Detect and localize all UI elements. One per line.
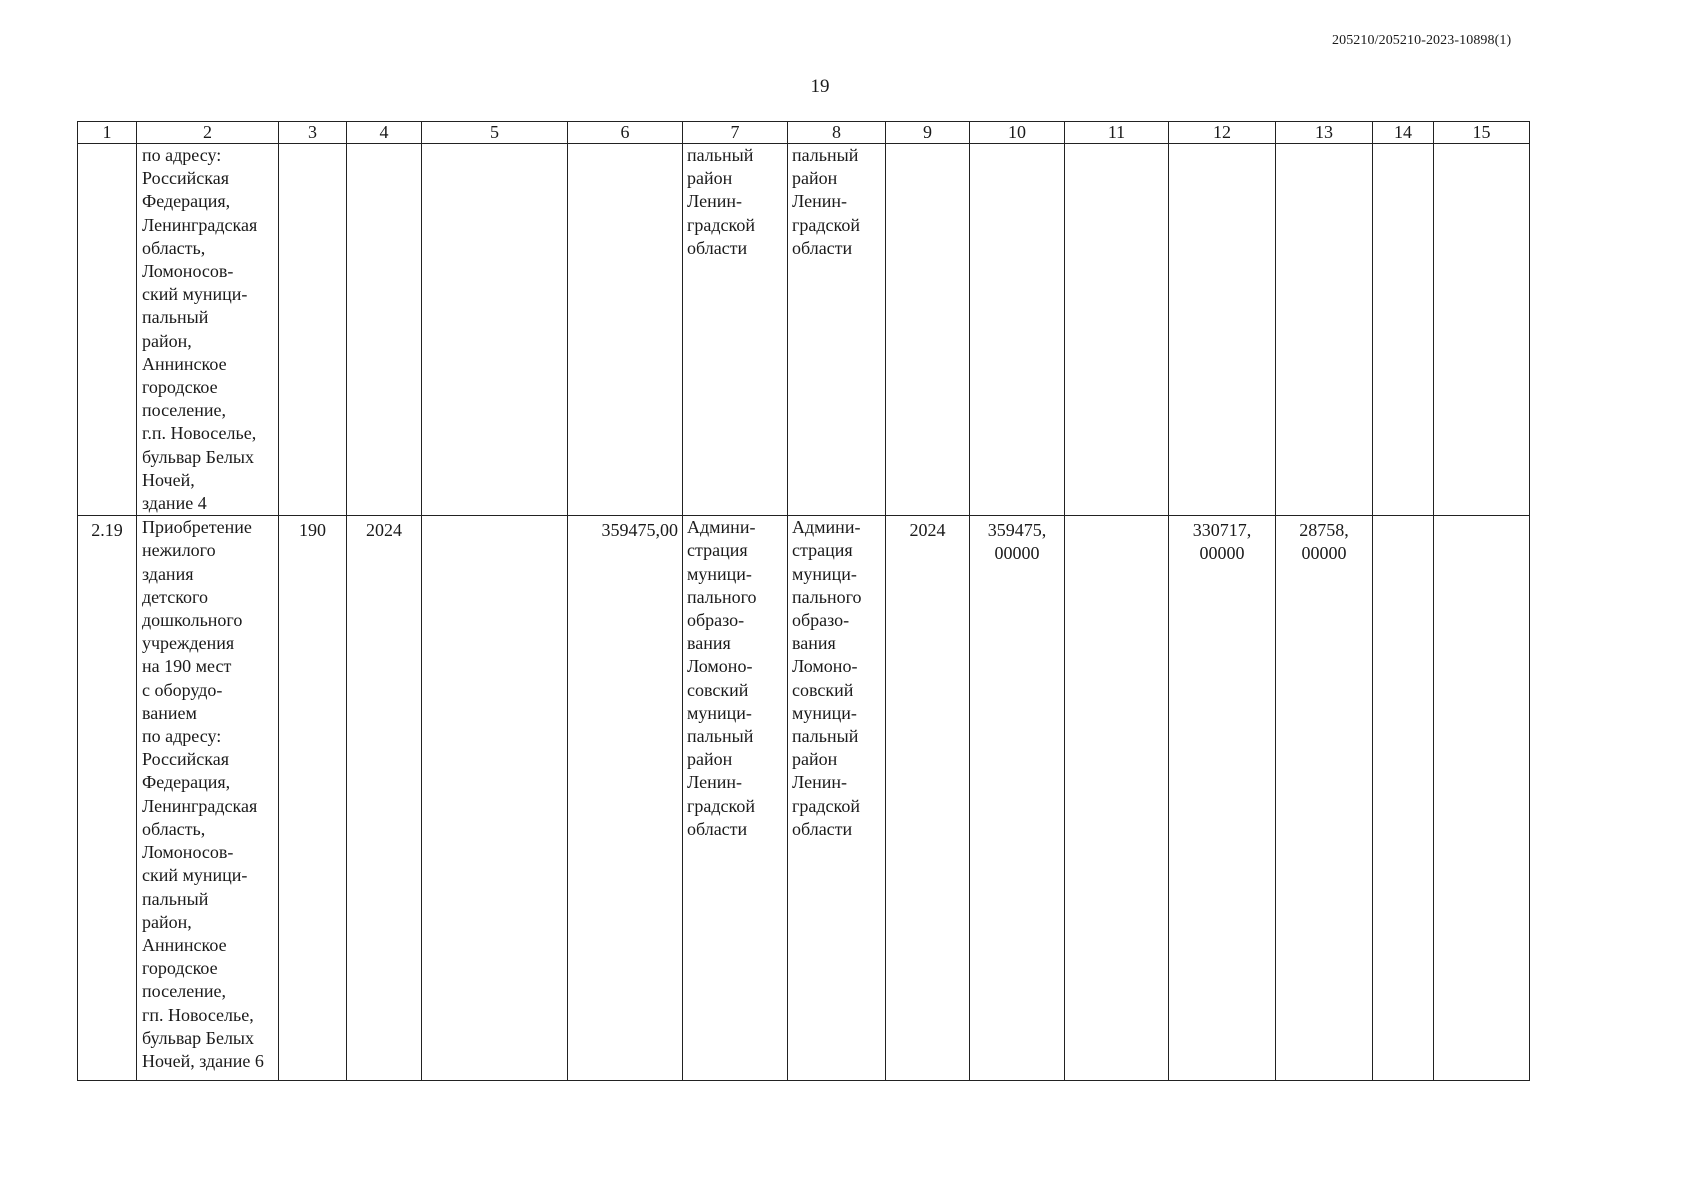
- cell-customer: Админи- страция муници- пального образо- вания Ломоно- совский муници- пальный район Ленин- градской области: [683, 516, 788, 1081]
- cell-recipient: Админи- страция муници- пального образо- вания Ломоно- совский муници- пальный район Ленин- градской области: [788, 516, 886, 1081]
- cell-item-number: [78, 144, 137, 516]
- column-header: 5: [422, 122, 568, 144]
- cell-col12: 330717, 00000: [1169, 516, 1276, 1081]
- cell-description: Приобретение нежилого здания детского дошкольного учреждения на 190 мест с оборудо- ванием по адресу: Российская Федерация, Ленинградская область, Ломоносов- ский муници- пальный район, Аннинское городское поселение, гп. Новоселье, бульвар Белых Ночей, здание 6: [137, 516, 279, 1081]
- cell-col13: 28758, 00000: [1276, 516, 1373, 1081]
- column-header: 15: [1434, 122, 1530, 144]
- cell-col5: [422, 516, 568, 1081]
- column-header: 13: [1276, 122, 1373, 144]
- cell-col14: [1373, 516, 1434, 1081]
- cell-col5: [422, 144, 568, 516]
- column-header: 2: [137, 122, 279, 144]
- column-header: 12: [1169, 122, 1276, 144]
- column-header: 8: [788, 122, 886, 144]
- cell-cost: [568, 144, 683, 516]
- table-row: [78, 144, 1530, 516]
- cell-total-amount: [970, 144, 1065, 516]
- cell-col11: [1065, 516, 1169, 1081]
- column-header: 6: [568, 122, 683, 144]
- cell-col15: [1434, 516, 1530, 1081]
- cell-capacity: 190: [279, 516, 347, 1081]
- cell-recipient: пальный район Ленин- градской области: [788, 144, 886, 516]
- column-header: 10: [970, 122, 1065, 144]
- cell-year: 2024: [347, 516, 422, 1081]
- cell-col12: [1169, 144, 1276, 516]
- cell-year: [347, 144, 422, 516]
- cell-period-year: [886, 144, 970, 516]
- cell-col11: [1065, 144, 1169, 516]
- column-header: 7: [683, 122, 788, 144]
- table-row: [78, 516, 1530, 1081]
- column-header: 3: [279, 122, 347, 144]
- document-registration-number: 205210/205210-2023-10898(1): [1332, 33, 1512, 48]
- column-header: 11: [1065, 122, 1169, 144]
- cell-cost: 359475,00: [568, 516, 683, 1081]
- data-table: [77, 121, 1530, 1081]
- cell-col13: [1276, 144, 1373, 516]
- column-header: 4: [347, 122, 422, 144]
- column-header: 1: [78, 122, 137, 144]
- cell-capacity: [279, 144, 347, 516]
- table-header-row: [78, 122, 1530, 144]
- cell-col14: [1373, 144, 1434, 516]
- cell-period-year: 2024: [886, 516, 970, 1081]
- column-header: 9: [886, 122, 970, 144]
- page-number: 19: [810, 76, 830, 97]
- cell-description: по адресу: Российская Федерация, Ленинградская область, Ломоносов- ский муници- пальный район, Аннинское городское поселение, г.п. Новоселье, бульвар Белых Ночей, здание 4: [137, 144, 279, 516]
- cell-total-amount: 359475, 00000: [970, 516, 1065, 1081]
- column-header: 14: [1373, 122, 1434, 144]
- cell-item-number: 2.19: [78, 516, 137, 1081]
- cell-customer: пальный район Ленин- градской области: [683, 144, 788, 516]
- cell-col15: [1434, 144, 1530, 516]
